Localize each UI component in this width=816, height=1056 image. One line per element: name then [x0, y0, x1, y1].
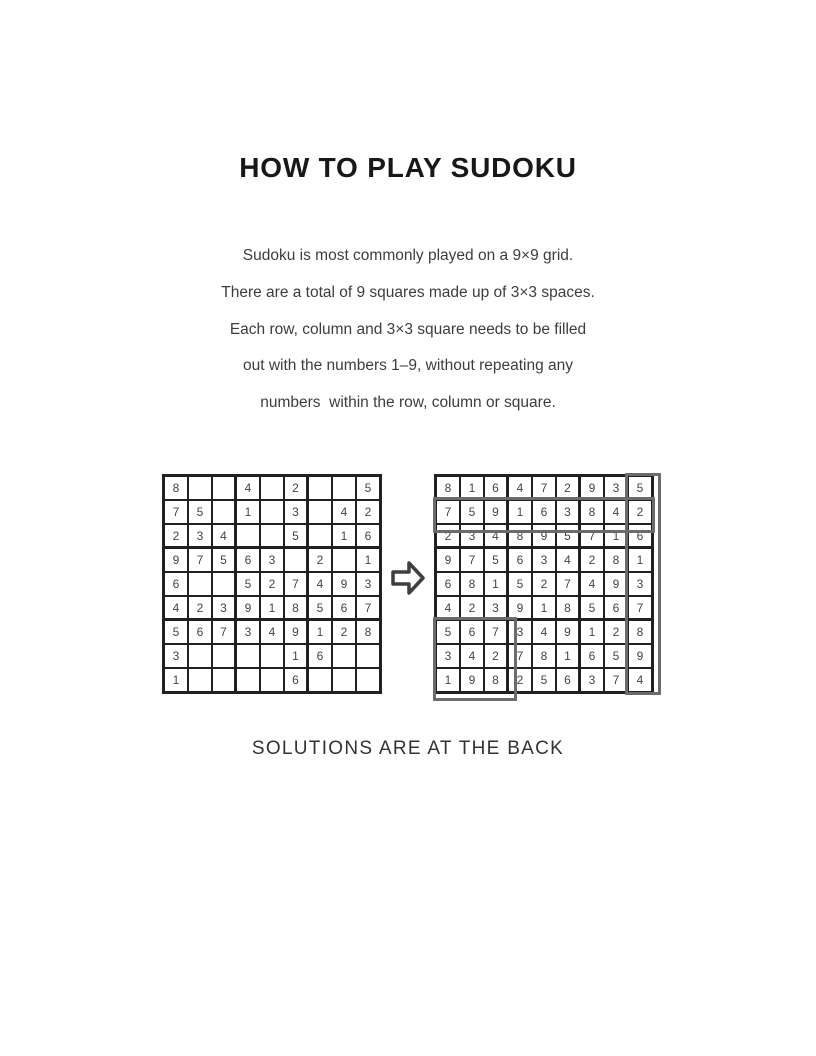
sudoku-cell: 4 [332, 500, 356, 524]
sudoku-cell: 2 [532, 572, 556, 596]
sudoku-cell: 5 [436, 620, 460, 644]
sudoku-cell [188, 668, 212, 692]
sudoku-cell [188, 476, 212, 500]
sudoku-cell: 9 [556, 620, 580, 644]
sudoku-cell: 9 [580, 476, 604, 500]
sudoku-cell: 5 [284, 524, 308, 548]
intro-line: Each row, column and 3×3 square needs to be filled [229, 320, 587, 338]
sudoku-cell: 6 [532, 500, 556, 524]
sudoku-cell [332, 668, 356, 692]
sudoku-cell: 1 [628, 548, 652, 572]
sudoku-cell: 7 [212, 620, 236, 644]
sudoku-cell: 5 [212, 548, 236, 572]
sudoku-cell [332, 644, 356, 668]
sudoku-cell [260, 644, 284, 668]
sudoku-cell: 1 [164, 668, 188, 692]
sudoku-cell [260, 524, 284, 548]
sudoku-cell [332, 548, 356, 572]
sudoku-cell: 4 [164, 596, 188, 620]
sudoku-cell: 5 [460, 500, 484, 524]
sudoku-cell: 8 [460, 572, 484, 596]
sudoku-cell: 6 [356, 524, 380, 548]
sudoku-cell: 1 [332, 524, 356, 548]
sudoku-cell: 5 [556, 524, 580, 548]
sudoku-cell: 3 [188, 524, 212, 548]
sudoku-cell: 7 [508, 644, 532, 668]
sudoku-cell: 6 [236, 548, 260, 572]
sudoku-cell [212, 500, 236, 524]
sudoku-cell [236, 644, 260, 668]
sudoku-cell [308, 668, 332, 692]
sudoku-cell: 8 [508, 524, 532, 548]
sudoku-cell: 6 [436, 572, 460, 596]
sudoku-cell [260, 668, 284, 692]
sudoku-cell: 4 [436, 596, 460, 620]
sudoku-cell: 5 [628, 476, 652, 500]
solution-grid-cells [436, 476, 652, 692]
sudoku-cell: 6 [508, 548, 532, 572]
sudoku-cell: 7 [604, 668, 628, 692]
sudoku-cell: 6 [284, 668, 308, 692]
sudoku-cell: 6 [188, 620, 212, 644]
sudoku-cell: 3 [212, 596, 236, 620]
sudoku-cell: 7 [556, 572, 580, 596]
sudoku-cell: 1 [580, 620, 604, 644]
sudoku-cell: 9 [628, 644, 652, 668]
sudoku-cell [212, 644, 236, 668]
sudoku-cell: 7 [532, 476, 556, 500]
sudoku-cell: 9 [460, 668, 484, 692]
puzzle-grid [162, 474, 382, 694]
intro-paragraph [0, 238, 816, 422]
puzzle-grid-cells [164, 476, 380, 692]
sudoku-cell: 2 [580, 548, 604, 572]
sudoku-cell: 4 [260, 620, 284, 644]
sudoku-cell: 2 [460, 596, 484, 620]
sudoku-cell: 2 [188, 596, 212, 620]
solution-grid [434, 474, 654, 694]
sudoku-cell [212, 476, 236, 500]
sudoku-cell: 7 [284, 572, 308, 596]
sudoku-cell: 2 [484, 644, 508, 668]
sudoku-cell: 7 [436, 500, 460, 524]
sudoku-cell: 6 [556, 668, 580, 692]
intro-line: numbers within the row, column or square. [260, 394, 556, 412]
sudoku-cell: 1 [484, 572, 508, 596]
intro-line: out with the numbers 1–9, without repeating any [242, 357, 573, 375]
sudoku-cell: 6 [628, 524, 652, 548]
sudoku-cell [356, 668, 380, 692]
sudoku-cell [212, 572, 236, 596]
sudoku-cell: 8 [628, 620, 652, 644]
sudoku-cell: 8 [284, 596, 308, 620]
footer-note: SOLUTIONS ARE AT THE BACK [251, 738, 565, 759]
sudoku-cell: 1 [604, 524, 628, 548]
sudoku-cell: 7 [628, 596, 652, 620]
sudoku-cell: 2 [556, 476, 580, 500]
sudoku-cell: 3 [460, 524, 484, 548]
sudoku-cell [260, 500, 284, 524]
sudoku-cell: 6 [604, 596, 628, 620]
sudoku-cell: 4 [212, 524, 236, 548]
sudoku-cell: 9 [284, 620, 308, 644]
sudoku-cell: 1 [236, 500, 260, 524]
sudoku-cell: 5 [484, 548, 508, 572]
sudoku-cell: 4 [532, 620, 556, 644]
sudoku-cell: 3 [436, 644, 460, 668]
sudoku-cell: 4 [508, 476, 532, 500]
sudoku-cell [308, 524, 332, 548]
intro-line: There are a total of 9 squares made up of 3×3 spaces. [221, 283, 595, 301]
sudoku-cell: 5 [236, 572, 260, 596]
sudoku-cell: 6 [580, 644, 604, 668]
sudoku-cell [332, 476, 356, 500]
sudoku-cell: 3 [532, 548, 556, 572]
sudoku-cell: 2 [436, 524, 460, 548]
sudoku-cell: 6 [308, 644, 332, 668]
sudoku-cell: 3 [260, 548, 284, 572]
sudoku-cell: 9 [604, 572, 628, 596]
sudoku-cell: 7 [460, 548, 484, 572]
sudoku-cell: 3 [484, 596, 508, 620]
sudoku-cell: 7 [580, 524, 604, 548]
sudoku-cell: 2 [260, 572, 284, 596]
sudoku-cell: 3 [556, 500, 580, 524]
sudoku-cell: 3 [284, 500, 308, 524]
sudoku-cell: 1 [260, 596, 284, 620]
sudoku-cell: 4 [308, 572, 332, 596]
sudoku-cell [236, 668, 260, 692]
sudoku-cell: 9 [436, 548, 460, 572]
page-title: HOW TO PLAY SUDOKU [239, 152, 577, 183]
sudoku-cell: 5 [532, 668, 556, 692]
sudoku-cell: 9 [164, 548, 188, 572]
sudoku-cell: 8 [164, 476, 188, 500]
sudoku-cell: 6 [484, 476, 508, 500]
sudoku-cell: 4 [604, 500, 628, 524]
sudoku-cell: 4 [556, 548, 580, 572]
sudoku-cell: 7 [164, 500, 188, 524]
sudoku-cell: 3 [604, 476, 628, 500]
sudoku-cell: 1 [532, 596, 556, 620]
sudoku-cell [188, 644, 212, 668]
sudoku-cell [212, 668, 236, 692]
sudoku-cell [308, 500, 332, 524]
sudoku-cell: 1 [308, 620, 332, 644]
sudoku-cell: 3 [580, 668, 604, 692]
sudoku-cell: 8 [532, 644, 556, 668]
sudoku-cell: 6 [332, 596, 356, 620]
sudoku-cell: 4 [236, 476, 260, 500]
sudoku-cell: 1 [556, 644, 580, 668]
sudoku-cell: 4 [628, 668, 652, 692]
sudoku-cell: 8 [484, 668, 508, 692]
sudoku-cell: 5 [508, 572, 532, 596]
sudoku-cell: 4 [484, 524, 508, 548]
sudoku-cell: 7 [188, 548, 212, 572]
sudoku-cell: 6 [460, 620, 484, 644]
right-arrow-icon [382, 558, 434, 598]
sudoku-cell: 5 [308, 596, 332, 620]
sudoku-cell: 8 [356, 620, 380, 644]
sudoku-cell: 9 [484, 500, 508, 524]
sudoku-cell: 5 [164, 620, 188, 644]
sudoku-cell: 2 [356, 500, 380, 524]
sudoku-cell: 2 [628, 500, 652, 524]
sudoku-cell: 8 [556, 596, 580, 620]
sudoku-cell [284, 548, 308, 572]
sudoku-cell: 3 [628, 572, 652, 596]
sudoku-cell: 1 [284, 644, 308, 668]
sudoku-cell: 9 [332, 572, 356, 596]
sudoku-cell: 7 [484, 620, 508, 644]
sudoku-cell: 5 [580, 596, 604, 620]
sudoku-cell: 1 [508, 500, 532, 524]
sudoku-cell [308, 476, 332, 500]
sudoku-cell: 1 [460, 476, 484, 500]
sudoku-cell: 9 [532, 524, 556, 548]
sudoku-cell: 1 [356, 548, 380, 572]
sudoku-cell: 3 [508, 620, 532, 644]
sudoku-cell: 8 [604, 548, 628, 572]
sudoku-cell: 5 [356, 476, 380, 500]
sudoku-cell: 3 [356, 572, 380, 596]
sudoku-cell: 2 [164, 524, 188, 548]
sudoku-cell [188, 572, 212, 596]
sudoku-cell: 1 [436, 668, 460, 692]
sudoku-cell: 9 [236, 596, 260, 620]
sudoku-cell: 5 [604, 644, 628, 668]
sudoku-cell: 8 [436, 476, 460, 500]
grids-section [0, 474, 816, 694]
sudoku-cell: 5 [188, 500, 212, 524]
sudoku-cell: 4 [460, 644, 484, 668]
intro-line: Sudoku is most commonly played on a 9×9 grid. [242, 247, 574, 264]
sudoku-cell: 6 [164, 572, 188, 596]
sudoku-cell: 8 [580, 500, 604, 524]
sudoku-cell: 2 [332, 620, 356, 644]
sudoku-cell: 2 [284, 476, 308, 500]
sudoku-cell: 2 [604, 620, 628, 644]
sudoku-cell: 3 [236, 620, 260, 644]
sudoku-cell: 9 [508, 596, 532, 620]
sudoku-cell: 7 [356, 596, 380, 620]
sudoku-cell [356, 644, 380, 668]
sudoku-cell [236, 524, 260, 548]
sudoku-cell: 2 [308, 548, 332, 572]
sudoku-cell: 3 [164, 644, 188, 668]
sudoku-cell: 4 [580, 572, 604, 596]
sudoku-cell [260, 476, 284, 500]
sudoku-cell: 2 [508, 668, 532, 692]
